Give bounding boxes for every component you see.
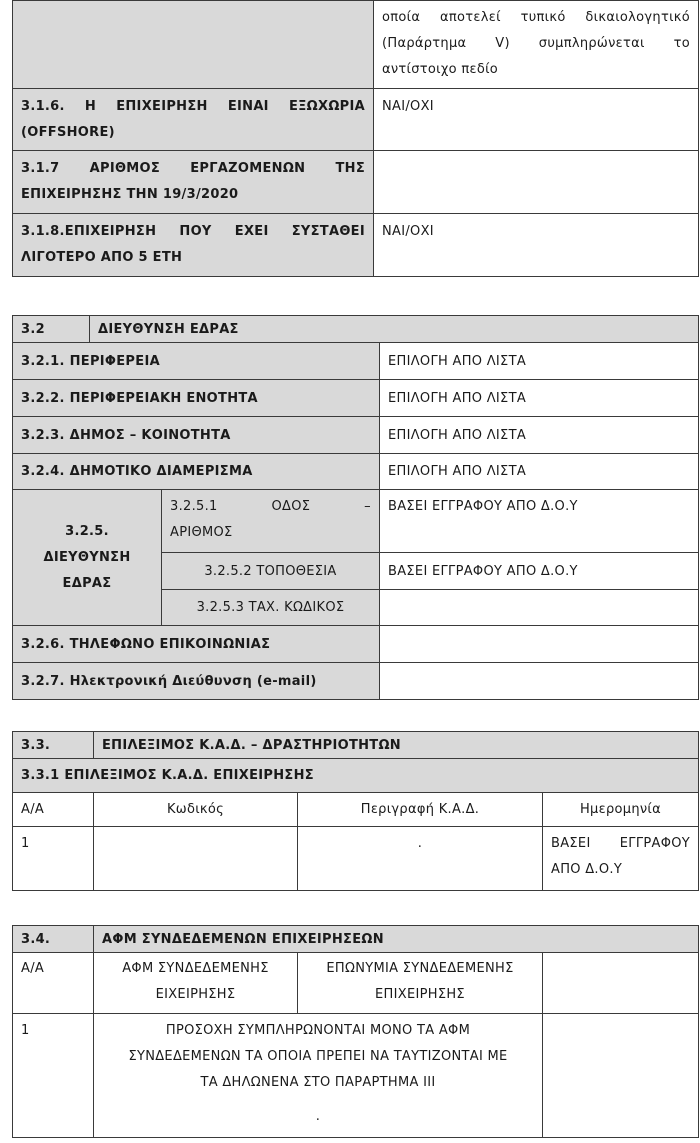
district-label: 3.2.4. ΔΗΜΟΤΙΚΟ ΔΙΑΜΕΡΙΣΜΑ	[13, 454, 380, 490]
kad-col-date: Ημερομηνία	[543, 793, 699, 827]
section-3-3-number: 3.3.	[13, 732, 94, 759]
under-5-years-label-line: ΛΙΓΟΤΕΡΟ ΑΠΟ 5 ΕΤΗ	[21, 250, 183, 265]
linked-col-name	[298, 953, 543, 1014]
zip-label: 3.2.5.3 ΤΑΧ. ΚΩΔΙΚΟΣ	[162, 590, 380, 626]
offshore-label-line: (OFFSHORE)	[21, 125, 115, 140]
intro-line: (Παράρτημα V) συμπληρώνεται το	[382, 36, 690, 51]
linked-col-name-line: ΕΠΩΝΥΜΙΑ ΣΥΝΔΕΔΕΜΕΝΗΣ	[326, 961, 514, 976]
section-3-4-title: ΑΦΜ ΣΥΝΔΕΔΕΜΕΝΩΝ ΕΠΙΧΕΙΡΗΣΕΩΝ	[94, 926, 699, 953]
section-3-2-table	[12, 315, 699, 700]
employees-label-line: 3.1.7 ΑΡΙΘΜΟΣ ΕΡΓΑΖΟΜΕΝΩΝ ΤΗΣ	[21, 161, 365, 176]
employees-label	[13, 151, 374, 214]
linked-col-aa: Α/Α	[13, 953, 94, 1014]
regional-unit-label: 3.2.2. ΠΕΡΙΦΕΡΕΙΑΚΗ ΕΝΟΤΗΤΑ	[13, 380, 380, 417]
linked-row-note[interactable]	[94, 1014, 543, 1138]
intro-line: αντίστοιχο πεδίο	[382, 62, 499, 77]
intro-line: οποία αποτελεί τυπικό δικαιολογητικό	[382, 10, 690, 25]
street-value[interactable]: ΒΑΣΕΙ ΕΓΓΡΑΦΟΥ ΑΠΟ Δ.Ο.Υ	[380, 490, 699, 553]
street-label-line: 3.2.5.1 ΟΔΟΣ –	[170, 499, 371, 514]
municipality-select[interactable]: ΕΠΙΛΟΓΗ ΑΠΟ ΛΙΣΤΑ	[380, 417, 699, 454]
section-3-3-1-subtitle: 3.3.1 ΕΠΙΛΕΞΙΜΟΣ Κ.Α.Δ. ΕΠΙΧΕΙΡΗΣΗΣ	[13, 759, 699, 793]
kad-row-aa: 1	[13, 827, 94, 891]
under-5-years-value[interactable]: ΝΑΙ/ΟΧΙ	[374, 214, 699, 277]
seat-address-label-line: 3.2.5.	[65, 523, 109, 539]
kad-col-code: Κωδικός	[94, 793, 298, 827]
offshore-label-line: 3.1.6. Η ΕΠΙΧΕΙΡΗΣΗ ΕΙΝΑΙ ΕΞΩΧΩΡΙΑ	[21, 99, 365, 114]
linked-col-afm	[94, 953, 298, 1014]
section-3-1-table	[12, 0, 699, 277]
seat-address-label-line: ΕΔΡΑΣ	[62, 575, 112, 591]
linked-row-note-line: ΤΑ ΔΗΛΩΝΕΝΑ ΣΤΟ ΠΑΡΑΡΤΗΜΑ ΙΙΙ	[200, 1075, 436, 1090]
kad-row-date[interactable]	[543, 827, 699, 891]
municipality-label: 3.2.3. ΔΗΜΟΣ – ΚΟΙΝΟΤΗΤΑ	[13, 417, 380, 454]
intro-label-cell	[13, 1, 374, 89]
offshore-value[interactable]: ΝΑΙ/ΟΧΙ	[374, 89, 699, 151]
kad-row-code[interactable]	[94, 827, 298, 891]
email-value[interactable]	[380, 663, 699, 700]
region-select[interactable]: ΕΠΙΛΟΓΗ ΑΠΟ ΛΙΣΤΑ	[380, 343, 699, 380]
street-label-line: ΑΡΙΘΜΟΣ	[170, 525, 233, 540]
phone-value[interactable]	[380, 626, 699, 663]
kad-row-description[interactable]: .	[298, 827, 543, 891]
linked-row-note-line: ΣΥΝΔΕΔΕΜΕΝΩΝ ΤΑ ΟΠΟΙΑ ΠΡΕΠΕΙ ΝΑ ΤΑΥΤΙΖΟΝΤΑΙ ΜΕ	[128, 1049, 508, 1064]
section-3-2-title: ΔΙΕΥΘΥΝΣΗ ΕΔΡΑΣ	[90, 316, 699, 343]
section-3-4-table	[12, 925, 699, 1138]
linked-row-extra[interactable]	[543, 1014, 699, 1138]
linked-col-afm-line: ΑΦΜ ΣΥΝΔΕΔΕΜΕΝΗΣ	[122, 961, 269, 976]
linked-col-name-line: ΕΠΙΧΕΙΡΗΣΗΣ	[375, 987, 465, 1002]
seat-address-label-line: ΔΙΕΥΘΥΝΣΗ	[43, 549, 131, 565]
regional-unit-select[interactable]: ΕΠΙΛΟΓΗ ΑΠΟ ΛΙΣΤΑ	[380, 380, 699, 417]
linked-col-extra	[543, 953, 699, 1014]
linked-row-note-line: ΠΡΟΣΟΧΗ ΣΥΜΠΛΗΡΩΝΟΝΤΑΙ ΜΟΝΟ ΤΑ ΑΦΜ	[165, 1023, 471, 1038]
seat-address-label	[13, 490, 162, 626]
region-label: 3.2.1. ΠΕΡΙΦΕΡΕΙΑ	[13, 343, 380, 380]
employees-value[interactable]	[374, 151, 699, 214]
location-value[interactable]: ΒΑΣΕΙ ΕΓΓΡΑΦΟΥ ΑΠΟ Δ.Ο.Υ	[380, 553, 699, 590]
section-3-2-number: 3.2	[13, 316, 90, 343]
phone-label: 3.2.6. ΤΗΛΕΦΩΝΟ ΕΠΙΚΟΙΝΩΝΙΑΣ	[13, 626, 380, 663]
intro-text-cell	[374, 1, 699, 89]
employees-label-line: ΕΠΙΧΕΙΡΗΣΗΣ ΤΗΝ 19/3/2020	[21, 187, 239, 202]
linked-row-note-dot: .	[315, 1109, 321, 1124]
linked-col-afm-line: ΕΙΧΕΙΡΗΣΗΣ	[155, 987, 236, 1002]
street-label	[162, 490, 380, 553]
section-3-4-number: 3.4.	[13, 926, 94, 953]
linked-row-aa: 1	[13, 1014, 94, 1138]
kad-row-date-line: ΒΑΣΕΙ ΕΓΓΡΑΦΟΥ	[551, 836, 691, 851]
offshore-label	[13, 89, 374, 151]
section-3-3-title: ΕΠΙΛΕΞΙΜΟΣ Κ.Α.Δ. – ΔΡΑΣΤΗΡΙΟΤΗΤΩΝ	[94, 732, 699, 759]
email-label: 3.2.7. Ηλεκτρονική Διεύθυνση (e-mail)	[13, 663, 380, 700]
section-3-3-table	[12, 731, 699, 891]
kad-row-date-line: ΑΠΟ Δ.Ο.Υ	[551, 862, 623, 877]
district-select[interactable]: ΕΠΙΛΟΓΗ ΑΠΟ ΛΙΣΤΑ	[380, 454, 699, 490]
under-5-years-label	[13, 214, 374, 277]
under-5-years-label-line: 3.1.8.ΕΠΙΧΕΙΡΗΣΗ ΠΟΥ ΕΧΕΙ ΣΥΣΤΑΘΕΙ	[21, 224, 365, 239]
kad-col-aa: Α/Α	[13, 793, 94, 827]
zip-value[interactable]	[380, 590, 699, 626]
location-label: 3.2.5.2 ΤΟΠΟΘΕΣΙΑ	[162, 553, 380, 590]
kad-col-description: Περιγραφή Κ.Α.Δ.	[298, 793, 543, 827]
